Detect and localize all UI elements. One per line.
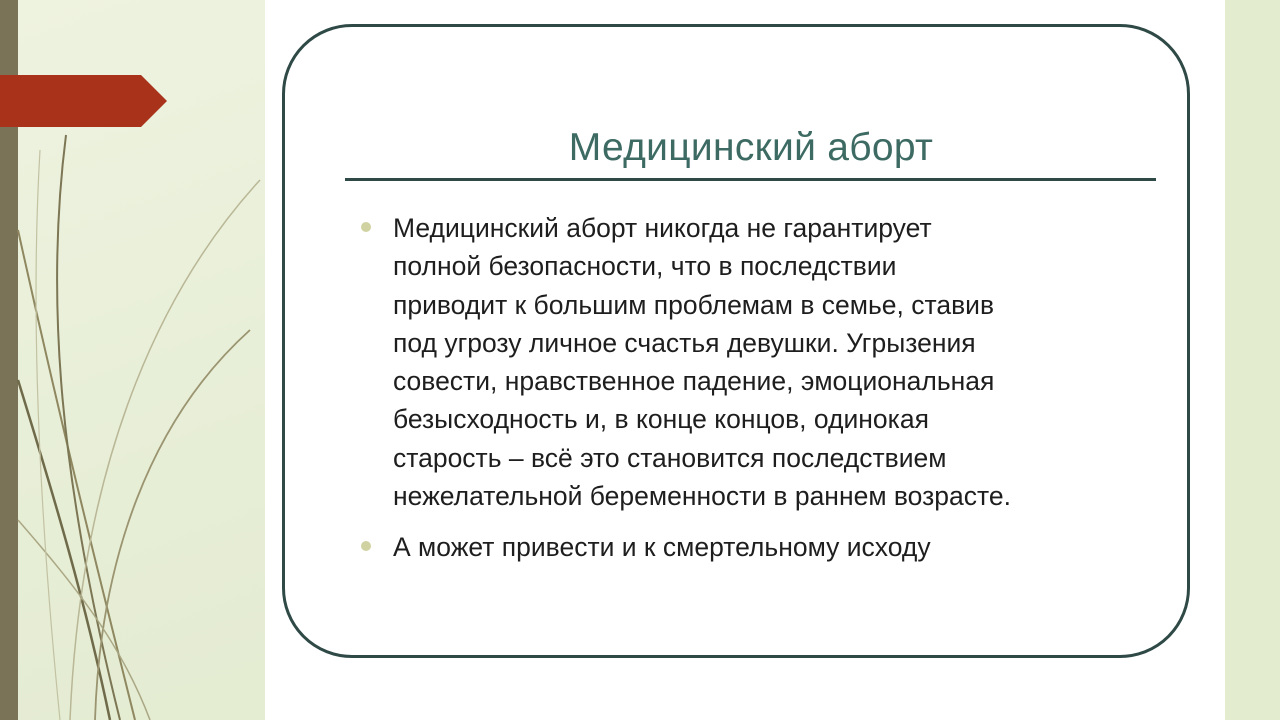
bullet-text: Медицинский аборт никогда не гарантирует полной безопасности, что в последствии приводит к большим проблемам в семье, ставив под угрозу личное счастья девушки. Угрызения совести, нравственное падение, эмоциональная безысходность и, в конце концов, одинокая старость – всё это становится последствием нежелательной беременности в раннем возрасте.	[393, 213, 1011, 512]
slide-title: Медицинский аборт	[568, 126, 934, 169]
bullet-text: А может привести и к смертельному исходу	[393, 532, 931, 563]
title-divider	[345, 178, 1156, 181]
bullet-dot-icon	[361, 541, 371, 551]
bullet-list	[359, 209, 1159, 567]
slide-content-panel	[265, 0, 1225, 720]
content-card	[282, 24, 1190, 658]
right-decor-panel	[1225, 0, 1280, 720]
bullet-dot-icon	[361, 222, 371, 232]
bullet-item	[359, 209, 1159, 515]
accent-arrow-tab	[0, 75, 167, 127]
bullet-item	[359, 528, 1159, 566]
